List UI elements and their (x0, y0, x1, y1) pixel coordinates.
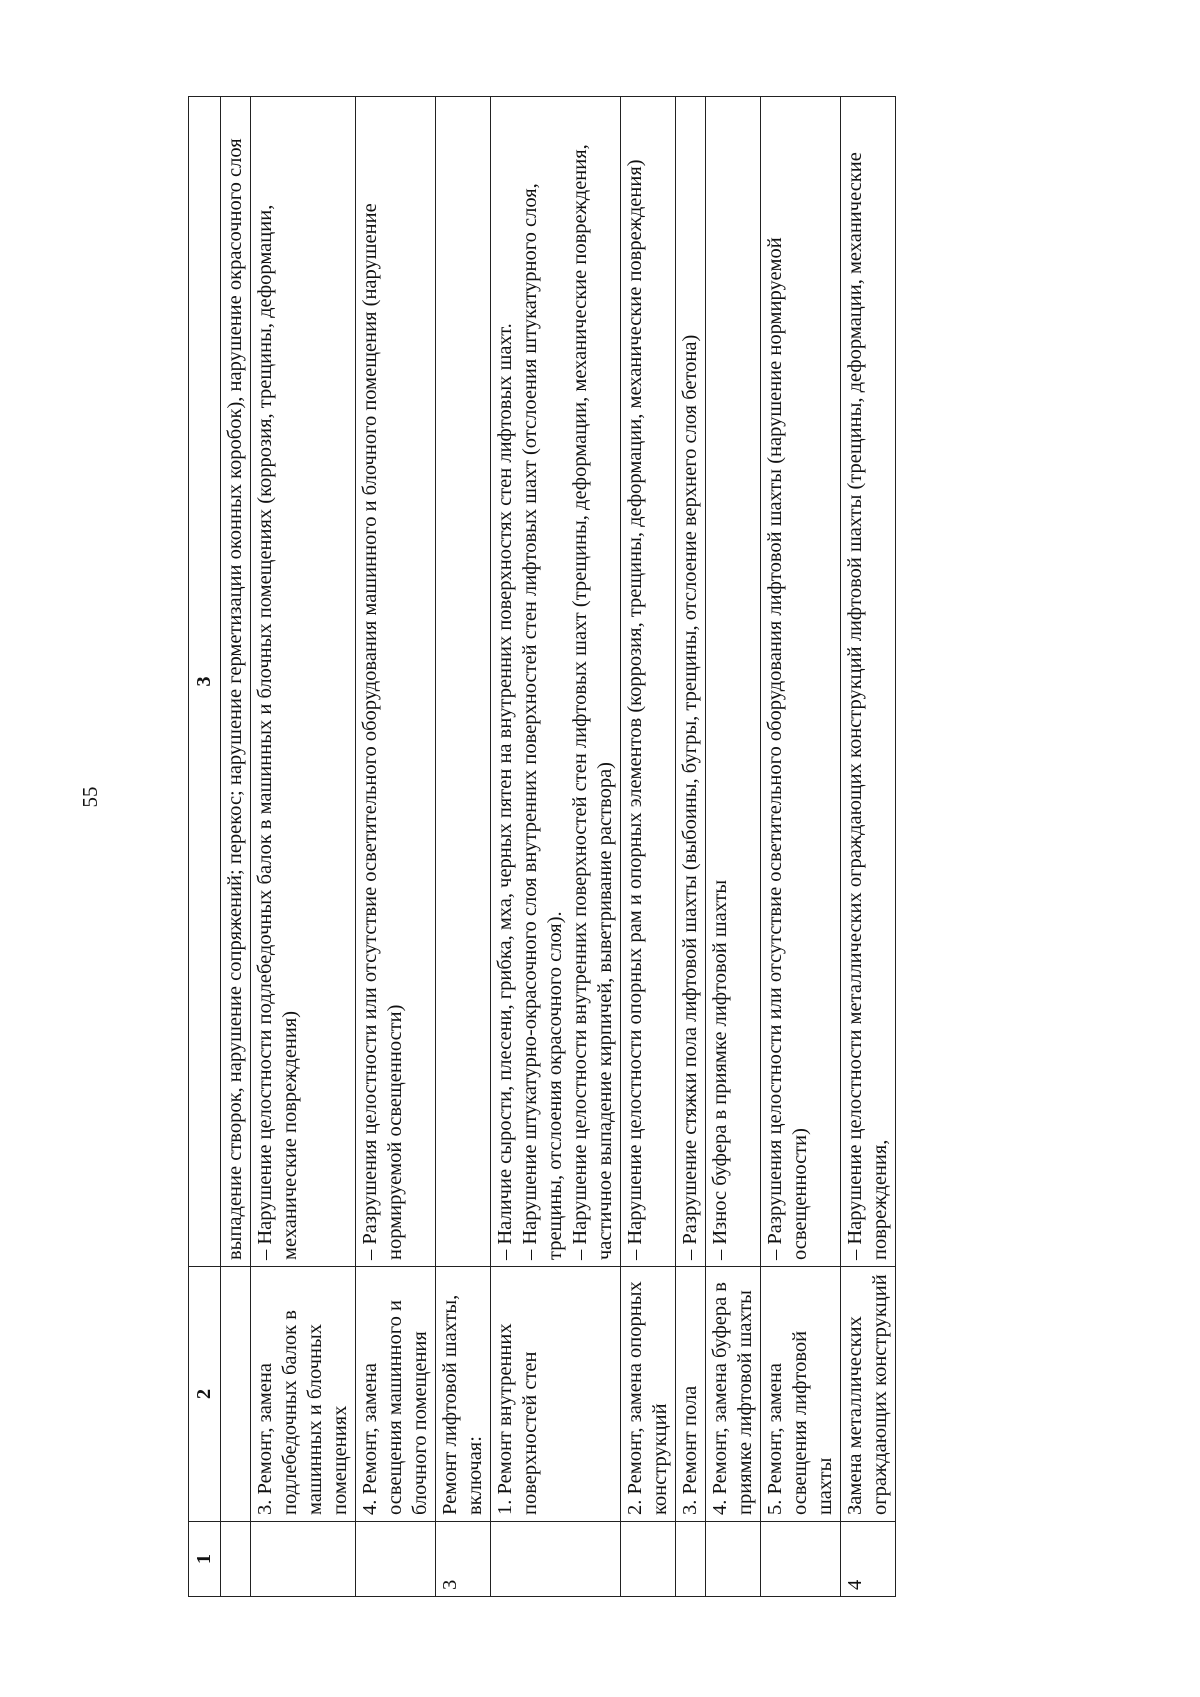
section-row (436, 97, 491, 1597)
defect-text: выпадение створок, нарушение сопряжений; перекос; нарушение герметизации оконных коробок), нарушение окрасочного слоя (224, 138, 246, 1260)
work-cell: Замена металлических ограждающих конструкций (841, 1267, 896, 1522)
work-cell: 1. Ремонт внутренних поверхностей стен (491, 1267, 621, 1522)
table-row (621, 97, 676, 1597)
row-number-cell (491, 1522, 621, 1597)
table-row (356, 97, 436, 1597)
page-number: 55 (78, 786, 102, 808)
table-header-row (189, 97, 221, 1597)
defect-text: – Нарушение целостности подлебедочных балок в машинных и блочных помещениях (коррозия, трещины, деформации, механические повреждения) (254, 204, 301, 1260)
defects-cell (356, 97, 436, 1267)
row-number-cell (706, 1522, 761, 1597)
defect-text: – Износ буфера в приямке лифтовой шахты (709, 879, 731, 1260)
defects-cell (841, 97, 896, 1267)
defect-text: – Нарушение целостности внутренних поверхностей стен лифтовых шахт (трещины, деформации, механические повреждения, частичное выпадение кирпичей, выветривание раствора) (569, 144, 616, 1260)
table-row (491, 97, 621, 1597)
row-number-cell (761, 1522, 841, 1597)
defects-cell (491, 97, 621, 1267)
table-body (221, 97, 896, 1597)
defects-cell (251, 97, 356, 1267)
header-col-2: 2 (189, 1267, 221, 1522)
section-row (841, 97, 896, 1597)
row-number-cell (356, 1522, 436, 1597)
row-number-cell: 4 (841, 1522, 896, 1597)
work-cell (221, 1267, 251, 1522)
defects-cell (706, 97, 761, 1267)
row-number-cell (676, 1522, 706, 1597)
work-cell: 3. Ремонт, замена подлебедочных балок в машинных и блочных помещениях (251, 1267, 356, 1522)
work-cell: Ремонт лифтовой шахты, включая: (436, 1267, 491, 1522)
work-cell: 4. Ремонт, замена буфера в приямке лифтовой шахты (706, 1267, 761, 1522)
defect-text: – Наличие сырости, плесени, грибка, мха, черных пятен на внутренних поверхностях стен лифтовых шахт. (494, 323, 516, 1260)
defects-cell (221, 97, 251, 1267)
row-number-cell (621, 1522, 676, 1597)
table-row (706, 97, 761, 1597)
work-cell: 2. Ремонт, замена опорных конструкций (621, 1267, 676, 1522)
table-row (221, 97, 251, 1597)
header-col-1: 1 (189, 1522, 221, 1597)
work-cell: 4. Ремонт, замена освещения машинного и блочного помещения (356, 1267, 436, 1522)
defect-text: – Разрушения целостности или отсутствие осветительного оборудования лифтовой шахты (нарушение нормируемой освещенности) (764, 237, 811, 1260)
defects-cell (621, 97, 676, 1267)
header-col-3: 3 (189, 97, 221, 1267)
table-row (676, 97, 706, 1597)
defect-text: – Нарушение целостности опорных рам и опорных элементов (коррозия, трещины, деформации, механические повреждения) (624, 159, 646, 1260)
row-number-cell (221, 1522, 251, 1597)
table-row (761, 97, 841, 1597)
work-cell: 5. Ремонт, замена освещения лифтовой шахты (761, 1267, 841, 1522)
row-number-cell: 3 (436, 1522, 491, 1597)
table-row (251, 97, 356, 1597)
row-number-cell (251, 1522, 356, 1597)
defect-text: – Нарушение штукатурно-окрасочного слоя внутренних поверхностей стен лифтовых шахт (отслоения штукатурного слоя, трещины, отслоения окрасочного слоя). (519, 183, 566, 1260)
defects-cell (761, 97, 841, 1267)
defect-text: – Разрушения целостности или отсутствие осветительного оборудования машинного и блочного помещения (нарушение нормируемой освещенности) (359, 203, 406, 1260)
defects-cell (676, 97, 706, 1267)
repair-table (188, 96, 896, 1597)
defects-cell (436, 97, 491, 1267)
defect-text: – Нарушение целостности металлических ограждающих конструкций лифтовой шахты (трещины, деформации, механические повреждения, (844, 152, 891, 1260)
work-cell: 3. Ремонт пола (676, 1267, 706, 1522)
defect-text: – Разрушение стяжки пола лифтовой шахты (выбоины, бугры, трещины, отслоение верхнего слоя бетона) (679, 334, 701, 1260)
